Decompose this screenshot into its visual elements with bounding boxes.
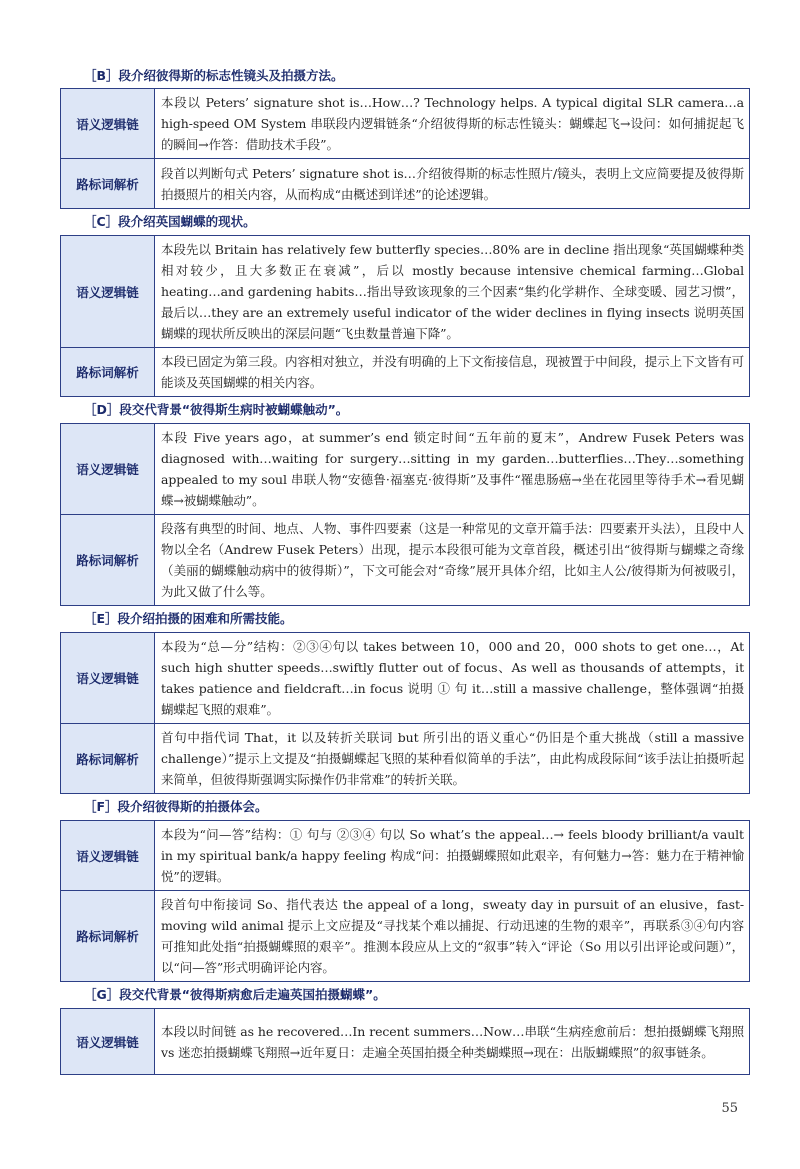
page-number: 55	[721, 1101, 738, 1116]
table-row	[61, 724, 750, 794]
row-label-semantic: 语义逻辑链	[61, 821, 155, 891]
row-label-semantic: 语义逻辑链	[61, 1009, 155, 1075]
analysis-table-d	[60, 423, 750, 606]
section-title-b: ［B］段介绍彼得斯的标志性镜头及拍摄方法。	[84, 68, 344, 83]
signpost-analysis-text: 段首句中衔接词 So、指代表达 the appeal of a long，sweaty day in pursuit of an elusive，fast-moving wild animal 提示上文应提及“寻找某个难以捕捉、行动迅速的生物的艰辛”，再联系③④句内容可推知此处指“拍摄蝴蝶照的艰辛”。推测本段应从上文的“叙事”转入“评论（So 用以引出评论或问题）”，以“问—答”形式明确评论内容。	[155, 891, 750, 982]
table-row	[61, 821, 750, 891]
semantic-chain-text: 本段先以 Britain has relatively few butterfly species…80% are in decline 指出现象“英国蝴蝶种类相对较少，且大多数正在衰减”，后以 mostly because intensive chemical farming…Global heating…and gardening habits…指出导致该现象的三个因素“集约化学耕作、全球变暖、园艺习惯”，最后以…they are an extremely useful indicator of the wider declines in flying insects 说明英国蝴蝶的现状所反映出的深层问题“飞虫数量普遍下降”。	[155, 236, 750, 348]
analysis-table-g	[60, 1008, 750, 1075]
signpost-analysis-text: 段落有典型的时间、地点、人物、事件四要素（这是一种常见的文章开篇手法：四要素开头法），且段中人物以全名（Andrew Fusek Peters）出现，提示本段很可能为文章首段，概述引出“彼得斯与蝴蝶之奇缘（美丽的蝴蝶触动病中的彼得斯）”，下文可能会对“奇缘”展开具体介绍，比如主人公/彼得斯为何被吸引，为此又做了什么等。	[155, 515, 750, 606]
table-row	[61, 89, 750, 159]
row-label-signpost: 路标词解析	[61, 159, 155, 209]
row-label-signpost: 路标词解析	[61, 724, 155, 794]
table-row	[61, 236, 750, 348]
section-title-e: ［E］段介绍拍摄的困难和所需技能。	[84, 611, 293, 626]
signpost-analysis-text: 首句中指代词 That，it 以及转折关联词 but 所引出的语义重心“仍旧是个重大挑战（still a massive challenge）”提示上文提及“拍摄蝴蝶起飞照的某种看似简单的手法”，由此构成段际间“该手法让拍摄听起来简单，但彼得斯强调实际操作仍非常难”的转折关联。	[155, 724, 750, 794]
semantic-chain-text: 本段 Five years ago，at summer’s end 锁定时间“五年前的夏末”，Andrew Fusek Peters was diagnosed with…waiting for surgery…sitting in my garden…butterflies…They…something appealed to my soul 串联人物“安德鲁·福塞克·彼得斯”及事件“罹患肠癌→坐在花园里等待手术→看见蝴蝶→被蝴蝶触动”。	[155, 424, 750, 515]
section-title-d: ［D］段交代背景“彼得斯生病时被蝴蝶触动”。	[84, 402, 349, 417]
table-row	[61, 1009, 750, 1075]
table-row	[61, 891, 750, 982]
analysis-table-c	[60, 235, 750, 397]
row-label-signpost: 路标词解析	[61, 348, 155, 397]
analysis-table-e	[60, 632, 750, 794]
row-label-signpost: 路标词解析	[61, 891, 155, 982]
semantic-chain-text: 本段为“问—答”结构：① 句与 ②③④ 句以 So what’s the appeal…→ feels bloody brilliant/a vault in my spiritual bank/a happy feeling 构成“问：拍摄蝴蝶照如此艰辛，有何魅力→答：魅力在于精神愉悦”的逻辑。	[155, 821, 750, 891]
row-label-semantic: 语义逻辑链	[61, 236, 155, 348]
table-row	[61, 424, 750, 515]
row-label-semantic: 语义逻辑链	[61, 424, 155, 515]
section-title-c: ［C］段介绍英国蝴蝶的现状。	[84, 214, 256, 229]
row-label-semantic: 语义逻辑链	[61, 89, 155, 159]
analysis-table-b	[60, 88, 750, 209]
page-content	[60, 66, 750, 1075]
row-label-semantic: 语义逻辑链	[61, 633, 155, 724]
section-title-g: ［G］段交代背景“彼得斯病愈后走遍英国拍摄蝴蝶”。	[84, 987, 386, 1002]
table-row	[61, 515, 750, 606]
table-row	[61, 633, 750, 724]
semantic-chain-text: 本段以 Peters’ signature shot is…How…? Technology helps. A typical digital SLR camera…a high-speed OM System 串联段内逻辑链条“介绍彼得斯的标志性镜头：蝴蝶起飞→设问：如何捕捉起飞的瞬间→作答：借助技术手段”。	[155, 89, 750, 159]
table-row	[61, 159, 750, 209]
signpost-analysis-text: 本段已固定为第三段。内容相对独立，并没有明确的上下文衔接信息，现被置于中间段，提示上下文皆有可能谈及英国蝴蝶的相关内容。	[155, 348, 750, 397]
signpost-analysis-text: 段首以判断句式 Peters’ signature shot is…介绍彼得斯的标志性照片/镜头，表明上文应简要提及彼得斯拍摄照片的相关内容，从而构成“由概述到详述”的论述逻辑。	[155, 159, 750, 209]
semantic-chain-text: 本段以时间链 as he recovered…In recent summers…Now…串联“生病痊愈前后：想拍摄蝴蝶飞翔照 vs 迷恋拍摄蝴蝶飞翔照→近年夏日：走遍全英国拍摄全种类蝴蝶照→现在：出版蝴蝶照”的叙事链条。	[155, 1009, 750, 1075]
analysis-table-f	[60, 820, 750, 982]
section-title-f: ［F］段介绍彼得斯的拍摄体会。	[84, 799, 268, 814]
table-row	[61, 348, 750, 397]
row-label-signpost: 路标词解析	[61, 515, 155, 606]
semantic-chain-text: 本段为“总—分”结构：②③④句以 takes between 10，000 and 20，000 shots to get one…，At such high shutter speeds…swiftly flutter out of focus、As well as thousands of attempts，it takes patience and fieldcraft…in focus 说明 ① 句 it…still a massive challenge，整体强调“拍摄蝴蝶起飞照的艰难”。	[155, 633, 750, 724]
